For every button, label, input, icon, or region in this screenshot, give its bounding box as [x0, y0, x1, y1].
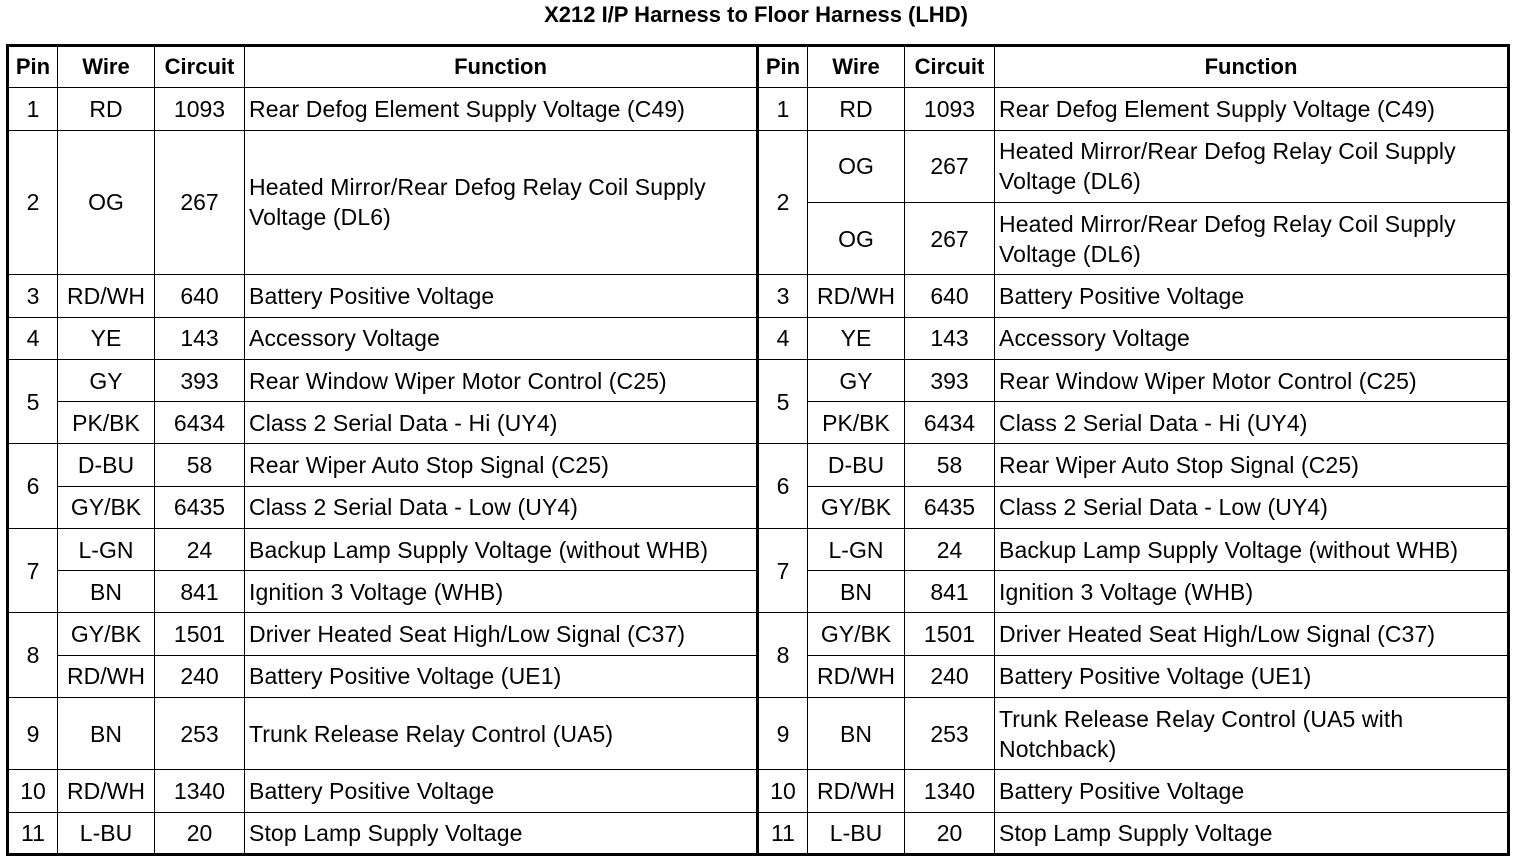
pin-number: 4 [8, 317, 58, 359]
circuit-number: 640 [155, 275, 245, 317]
wire-color: RD/WH [58, 655, 155, 697]
table-row [8, 317, 1509, 359]
table-row [8, 130, 1509, 202]
wire-color: L-GN [58, 528, 155, 570]
function-text: Stop Lamp Supply Voltage [245, 812, 758, 854]
pin-number: 7 [758, 528, 808, 613]
wire-color: GY/BK [58, 613, 155, 655]
function-text: Battery Positive Voltage [995, 275, 1509, 317]
table-row [8, 812, 1509, 854]
function-text: Class 2 Serial Data - Hi (UY4) [245, 402, 758, 444]
function-text: Battery Positive Voltage [245, 275, 758, 317]
table-row [8, 528, 1509, 570]
wire-color: GY [808, 359, 905, 401]
pin-number: 9 [758, 697, 808, 769]
circuit-number: 1340 [155, 770, 245, 812]
circuit-number: 6435 [905, 486, 995, 528]
pin-number: 11 [8, 812, 58, 854]
wire-color: PK/BK [808, 402, 905, 444]
function-text: Ignition 3 Voltage (WHB) [245, 571, 758, 613]
pin-number: 5 [8, 359, 58, 444]
header-pin: Pin [758, 46, 808, 88]
wire-color: D-BU [58, 444, 155, 486]
connector-pinout-table [6, 44, 1510, 856]
function-text: Heated Mirror/Rear Defog Relay Coil Supply Voltage (DL6) [995, 130, 1509, 202]
wire-color: RD/WH [808, 770, 905, 812]
wire-color: BN [808, 571, 905, 613]
circuit-number: 240 [905, 655, 995, 697]
circuit-number: 1093 [905, 88, 995, 130]
wire-color: OG [58, 130, 155, 275]
circuit-number: 6435 [155, 486, 245, 528]
wire-color: BN [58, 697, 155, 769]
circuit-number: 267 [905, 130, 995, 202]
wire-color: GY/BK [58, 486, 155, 528]
function-text: Rear Wiper Auto Stop Signal (C25) [995, 444, 1509, 486]
pin-number: 5 [758, 359, 808, 444]
function-text: Accessory Voltage [245, 317, 758, 359]
circuit-number: 393 [905, 359, 995, 401]
header-circuit: Circuit [155, 46, 245, 88]
circuit-number: 1501 [155, 613, 245, 655]
circuit-number: 640 [905, 275, 995, 317]
circuit-number: 143 [905, 317, 995, 359]
pin-number: 1 [758, 88, 808, 130]
function-text: Trunk Release Relay Control (UA5 with Notchback) [995, 697, 1509, 769]
wire-color: RD/WH [58, 770, 155, 812]
function-text: Backup Lamp Supply Voltage (without WHB) [245, 528, 758, 570]
pin-number: 3 [758, 275, 808, 317]
function-text: Ignition 3 Voltage (WHB) [995, 571, 1509, 613]
function-text: Backup Lamp Supply Voltage (without WHB) [995, 528, 1509, 570]
table-row [8, 697, 1509, 769]
wire-color: BN [808, 697, 905, 769]
circuit-number: 1340 [905, 770, 995, 812]
pin-number: 6 [8, 444, 58, 529]
circuit-number: 841 [905, 571, 995, 613]
header-row [8, 46, 1509, 88]
function-text: Class 2 Serial Data - Low (UY4) [245, 486, 758, 528]
wire-color: L-BU [58, 812, 155, 854]
wire-color: OG [808, 202, 905, 274]
function-text: Class 2 Serial Data - Low (UY4) [995, 486, 1509, 528]
circuit-number: 267 [155, 130, 245, 275]
function-text: Rear Wiper Auto Stop Signal (C25) [245, 444, 758, 486]
pin-number: 9 [8, 697, 58, 769]
wire-color: L-GN [808, 528, 905, 570]
wire-color: RD [58, 88, 155, 130]
circuit-number: 6434 [905, 402, 995, 444]
function-text: Driver Heated Seat High/Low Signal (C37) [995, 613, 1509, 655]
function-text: Class 2 Serial Data - Hi (UY4) [995, 402, 1509, 444]
pin-number: 8 [758, 613, 808, 698]
header-function: Function [995, 46, 1509, 88]
circuit-number: 24 [905, 528, 995, 570]
table-row [8, 359, 1509, 401]
pin-number: 4 [758, 317, 808, 359]
function-text: Rear Window Wiper Motor Control (C25) [245, 359, 758, 401]
function-text: Stop Lamp Supply Voltage [995, 812, 1509, 854]
circuit-number: 24 [155, 528, 245, 570]
table-row [8, 88, 1509, 130]
circuit-number: 58 [155, 444, 245, 486]
function-text: Battery Positive Voltage [995, 770, 1509, 812]
circuit-number: 20 [155, 812, 245, 854]
wire-color: GY/BK [808, 486, 905, 528]
pin-number: 10 [758, 770, 808, 812]
function-text: Heated Mirror/Rear Defog Relay Coil Supply Voltage (DL6) [995, 202, 1509, 274]
circuit-number: 253 [905, 697, 995, 769]
pin-number: 3 [8, 275, 58, 317]
circuit-number: 393 [155, 359, 245, 401]
pin-number: 7 [8, 528, 58, 613]
header-wire: Wire [808, 46, 905, 88]
pin-number: 2 [758, 130, 808, 275]
table-row [8, 770, 1509, 812]
header-circuit: Circuit [905, 46, 995, 88]
function-text: Rear Window Wiper Motor Control (C25) [995, 359, 1509, 401]
table-row [8, 275, 1509, 317]
wire-color: RD/WH [58, 275, 155, 317]
circuit-number: 1501 [905, 613, 995, 655]
function-text: Battery Positive Voltage (UE1) [245, 655, 758, 697]
function-text: Driver Heated Seat High/Low Signal (C37) [245, 613, 758, 655]
function-text: Rear Defog Element Supply Voltage (C49) [995, 88, 1509, 130]
header-wire: Wire [58, 46, 155, 88]
table-row [8, 444, 1509, 486]
wire-color: L-BU [808, 812, 905, 854]
header-pin: Pin [8, 46, 58, 88]
pin-number: 6 [758, 444, 808, 529]
table-row [8, 613, 1509, 655]
function-text: Rear Defog Element Supply Voltage (C49) [245, 88, 758, 130]
pin-number: 2 [8, 130, 58, 275]
circuit-number: 143 [155, 317, 245, 359]
wire-color: RD/WH [808, 275, 905, 317]
wire-color: OG [808, 130, 905, 202]
circuit-number: 841 [155, 571, 245, 613]
wire-color: GY/BK [808, 613, 905, 655]
function-text: Trunk Release Relay Control (UA5) [245, 697, 758, 769]
function-text: Battery Positive Voltage (UE1) [995, 655, 1509, 697]
wire-color: RD [808, 88, 905, 130]
circuit-number: 6434 [155, 402, 245, 444]
function-text: Heated Mirror/Rear Defog Relay Coil Supply Voltage (DL6) [245, 130, 758, 275]
circuit-number: 253 [155, 697, 245, 769]
wire-color: PK/BK [58, 402, 155, 444]
header-function: Function [245, 46, 758, 88]
wire-color: RD/WH [808, 655, 905, 697]
function-text: Battery Positive Voltage [245, 770, 758, 812]
circuit-number: 58 [905, 444, 995, 486]
wire-color: YE [58, 317, 155, 359]
wire-color: YE [808, 317, 905, 359]
circuit-number: 267 [905, 202, 995, 274]
page-title: X212 I/P Harness to Floor Harness (LHD) [544, 2, 968, 27]
circuit-number: 240 [155, 655, 245, 697]
function-text: Accessory Voltage [995, 317, 1509, 359]
pin-number: 10 [8, 770, 58, 812]
wire-color: BN [58, 571, 155, 613]
wire-color: GY [58, 359, 155, 401]
pin-number: 8 [8, 613, 58, 698]
wire-color: D-BU [808, 444, 905, 486]
circuit-number: 20 [905, 812, 995, 854]
pin-number: 1 [8, 88, 58, 130]
pin-number: 11 [758, 812, 808, 854]
circuit-number: 1093 [155, 88, 245, 130]
